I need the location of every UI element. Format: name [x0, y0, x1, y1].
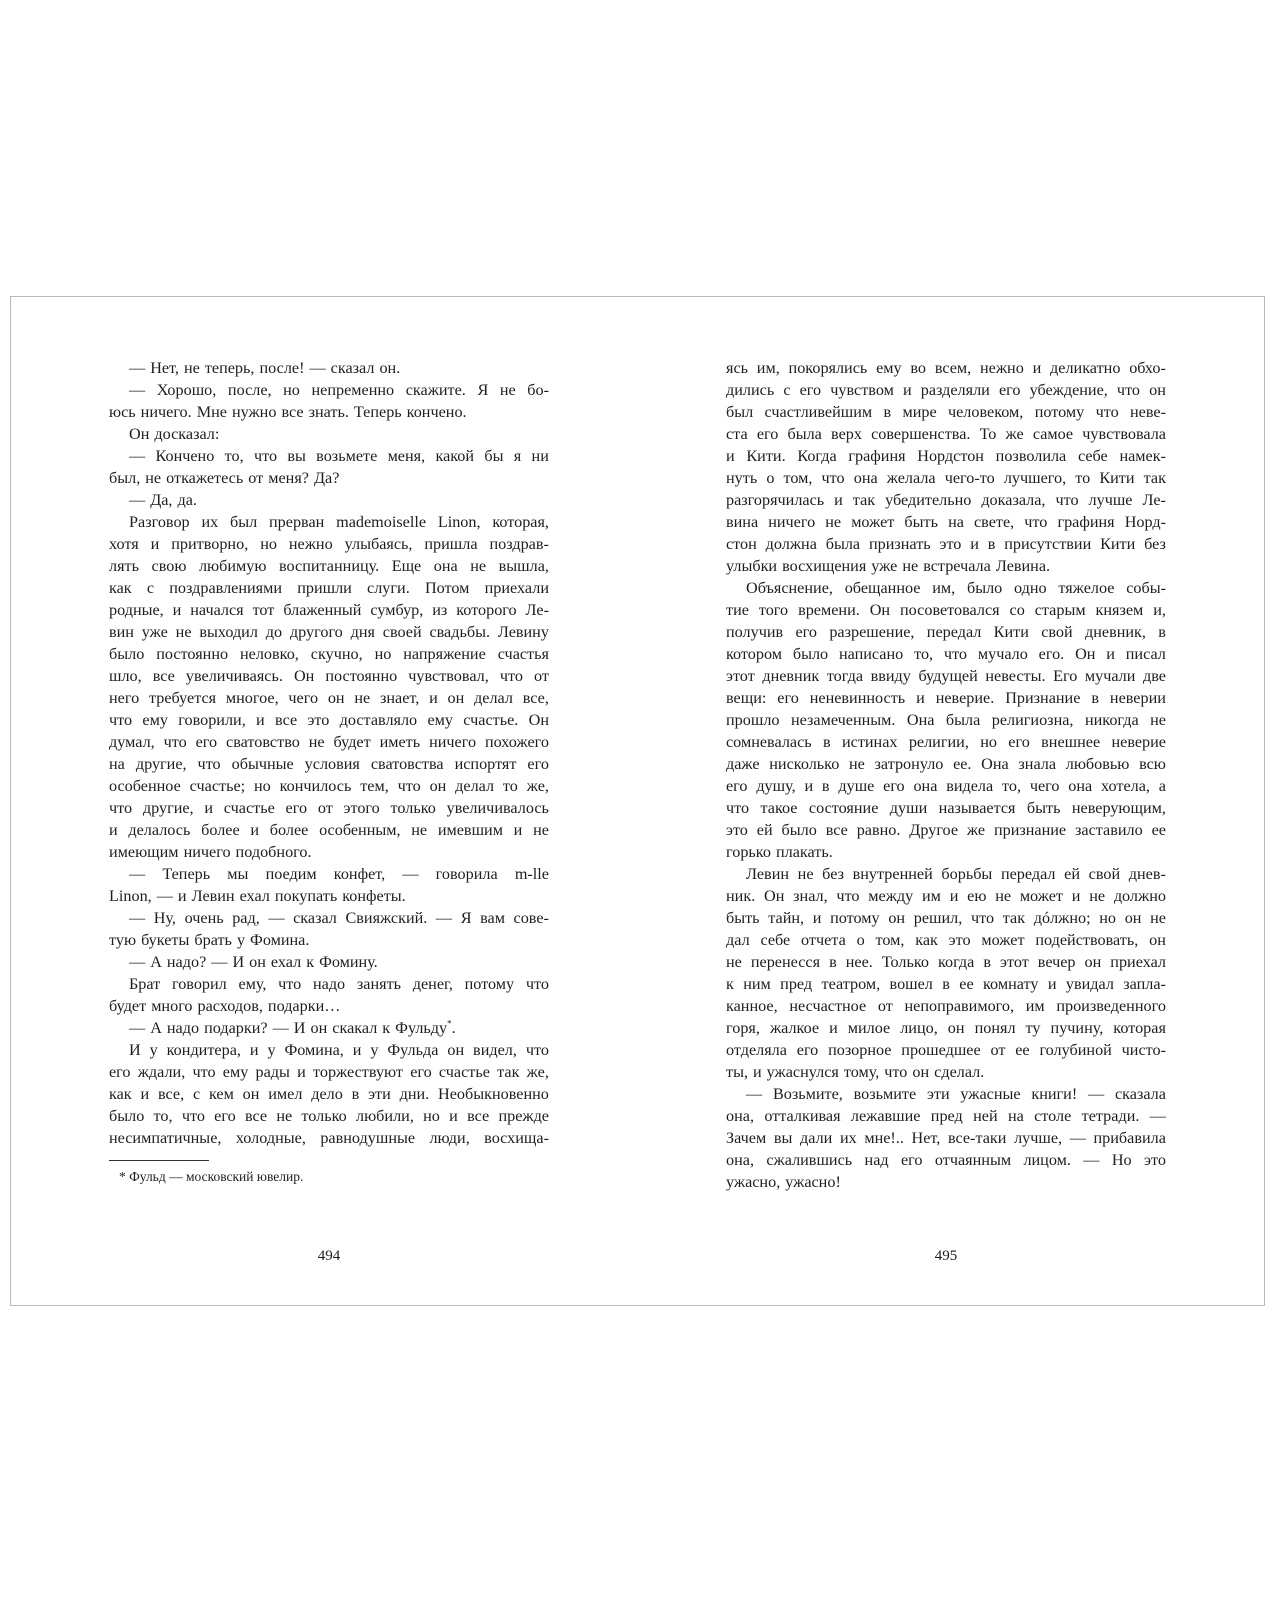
text-line: Зачем вы дали их мне!.. Нет, все-таки лучше, — прибавила: [726, 1129, 1166, 1147]
text-line: это ей было все равно. Другое же признание заставило ее: [726, 821, 1166, 839]
footnote-rule: [109, 1160, 209, 1161]
text-line: был счастливейшим в мире человеком, потому что неве-: [726, 403, 1166, 421]
text-line: тие того времени. Он посоветовался со старым князем и,: [726, 601, 1166, 619]
text-line: — А надо? — И он ехал к Фомину.: [129, 953, 378, 971]
text-line: тую букеты брать у Фомина.: [109, 931, 310, 949]
text-line: было то, что его все не только любили, но и все прежде: [109, 1107, 549, 1125]
text-line: несимпатичные, холодные, равнодушные люди, восхища-: [109, 1129, 549, 1147]
text-line: Linon, — и Левин ехал покупать конфеты.: [109, 887, 406, 905]
text-line: дал себе отчета о том, как это может подействовать, он: [726, 931, 1166, 949]
text-line: Левин не без внутренней борьбы передал ей свой днев-: [746, 865, 1166, 883]
text-line: что другие, и счастье его от этого только увеличивалось: [109, 799, 549, 817]
text-line: — Ну, очень рад, — сказал Свияжский. — Я вам сове-: [129, 909, 549, 927]
text-line: его ждали, что ему рады и торжествуют его счастье так же,: [109, 1063, 549, 1081]
text-line: не перенесся в нее. Только когда в этот вечер он приехал: [726, 953, 1166, 971]
text-line: даже нисколько не затронуло ее. Она знала любовью всю: [726, 755, 1166, 773]
text-line: она, отталкивая лежавшие пред ней на столе тетради. —: [726, 1107, 1166, 1125]
page-number-left: 494: [317, 1248, 341, 1264]
text-line: ужасно, ужасно!: [726, 1173, 841, 1191]
text-line: И у кондитера, и у Фомина, и у Фульда он видел, что: [129, 1041, 549, 1059]
text-line: и делалось более и более особенным, не имевшим и не: [109, 821, 549, 839]
text-line: она, сжалившись над его отчаянным лицом. — Но это: [726, 1151, 1166, 1169]
text-line: его душу, и в душе его она видела то, чего она хотела, а: [726, 777, 1166, 795]
text-line: родные, и начался тот блаженный сумбур, из которого Ле-: [109, 601, 549, 619]
text-line: что ему говорили, и все это доставляло ему счастье. Он: [109, 711, 549, 729]
text-line: будет много расходов, подарки…: [109, 997, 341, 1015]
text-line: хотя и притворно, но нежно улыбаясь, пришла поздрав-: [109, 535, 549, 553]
text-line: ста его была верх совершенства. То же самое чувствовала: [726, 425, 1166, 443]
text-line: и Кити. Когда графиня Нордстон позволила себе намек-: [726, 447, 1166, 465]
left-page: [109, 357, 549, 1297]
text-line: вина ничего не может быть на свете, что графиня Норд-: [726, 513, 1166, 531]
text-line: разгорячилась и так убедительно доказала, что лучше Ле-: [726, 491, 1166, 509]
text-line: Брат говорил ему, что надо занять денег, потому что: [129, 975, 549, 993]
text-line: стон должна была признать это и в присутствии Кити без: [726, 535, 1166, 553]
text-line: канное, несчастное от непоправимого, им произведенного: [726, 997, 1166, 1015]
text-line: котором было написано то, что мучало его. Он и писал: [726, 645, 1166, 663]
text-line: улыбки восхищения уже не встречала Левина.: [726, 557, 1051, 575]
text-line: лять свою любимую воспитанницу. Еще она не вышла,: [109, 557, 549, 575]
text-line: Объяснение, обещанное им, было одно тяжелое собы-: [746, 579, 1166, 597]
text-line: ты, и ужаснулся тому, что он сделал.: [726, 1063, 985, 1081]
text-line: сомневалась в истинах религии, но его внешнее неверие: [726, 733, 1166, 751]
text-line: — Хорошо, после, но непременно скажите. Я не бо-: [129, 381, 549, 399]
text-line: прошло незамеченным. Она была религиозна, никогда не: [726, 711, 1166, 729]
text-line: ник. Он знал, что между им и ею не может и не должно: [726, 887, 1166, 905]
text-line: шло, все увеличиваясь. Он постоянно чувствовал, что от: [109, 667, 549, 685]
text-line: вин уже не выходил до другого дня своей свадьбы. Левину: [109, 623, 549, 641]
book-spread: [10, 296, 1265, 1306]
text-line: горя, жалкое и милое лицо, он понял ту пучину, которая: [726, 1019, 1166, 1037]
text-line: Он досказал:: [129, 425, 220, 443]
text-line: — А надо подарки? — И он скакал к Фульду*.: [129, 1018, 456, 1037]
right-page-text: [726, 357, 1166, 1193]
text-line: быть тайн, и потому он решил, что так дóлжно; но он не: [726, 909, 1166, 927]
text-line: получив его разрешение, передал Кити свой дневник, в: [726, 623, 1166, 641]
text-line: как и все, с кем он имел дело в эти дни. Необыкновенно: [109, 1085, 549, 1103]
text-line: вещи: его неневинность и неверие. Признание в неверии: [726, 689, 1166, 707]
text-line: — Кончено то, что вы возьмете меня, какой бы я ни: [129, 447, 549, 465]
text-line: нуть о том, что она желала чего-то лучшего, то Кити так: [726, 469, 1166, 487]
text-line: горько плакать.: [726, 843, 833, 861]
text-line: к ним пред театром, вошел в ее комнату и увидал запла-: [726, 975, 1166, 993]
text-line: юсь ничего. Мне нужно все знать. Теперь кончено.: [109, 403, 467, 421]
right-page: [726, 357, 1166, 1297]
text-line: дились с его чувством и разделяли его убеждение, что он: [726, 381, 1166, 399]
text-line: — Возьмите, возьмите эти ужасные книги! — сказала: [746, 1085, 1166, 1103]
text-line: этот дневник тогда ввиду будущей невесты. Его мучали две: [726, 667, 1166, 685]
text-line: на другие, что обычные условия сватовства испортят его: [109, 755, 549, 773]
text-line: был, не откажетесь от меня? Да?: [109, 469, 340, 487]
text-line: — Да, да.: [129, 491, 197, 509]
page-number-right: 495: [934, 1248, 958, 1264]
text-line: было постоянно неловко, скучно, но напряжение счастья: [109, 645, 549, 663]
text-line: как с поздравлениями пришли слуги. Потом приехали: [109, 579, 549, 597]
text-line: него требуется многое, чего он не знает, и он делал все,: [109, 689, 549, 707]
text-line: особенное счастье; но кончилось тем, что он делал то же,: [109, 777, 549, 795]
text-line: Разговор их был прерван mademoiselle Linon, которая,: [129, 513, 549, 531]
text-line: отделяла его позорное прошедшее от ее голубиной чисто-: [726, 1041, 1166, 1059]
text-line: что такое состояние души называется быть неверующим,: [726, 799, 1166, 817]
text-line: имеющим ничего подобного.: [109, 843, 312, 861]
text-line: ясь им, покорялись ему во всем, нежно и деликатно обхо-: [726, 359, 1166, 377]
text-line: — Теперь мы поедим конфет, — говорила m-lle: [129, 865, 549, 883]
text-line: думал, что его сватовство не будет иметь ничего похожего: [109, 733, 549, 751]
left-page-text: [109, 357, 549, 1149]
footnote: * Фульд — московский ювелир.: [119, 1169, 304, 1184]
text-line: — Нет, не теперь, после! — сказал он.: [129, 359, 401, 377]
